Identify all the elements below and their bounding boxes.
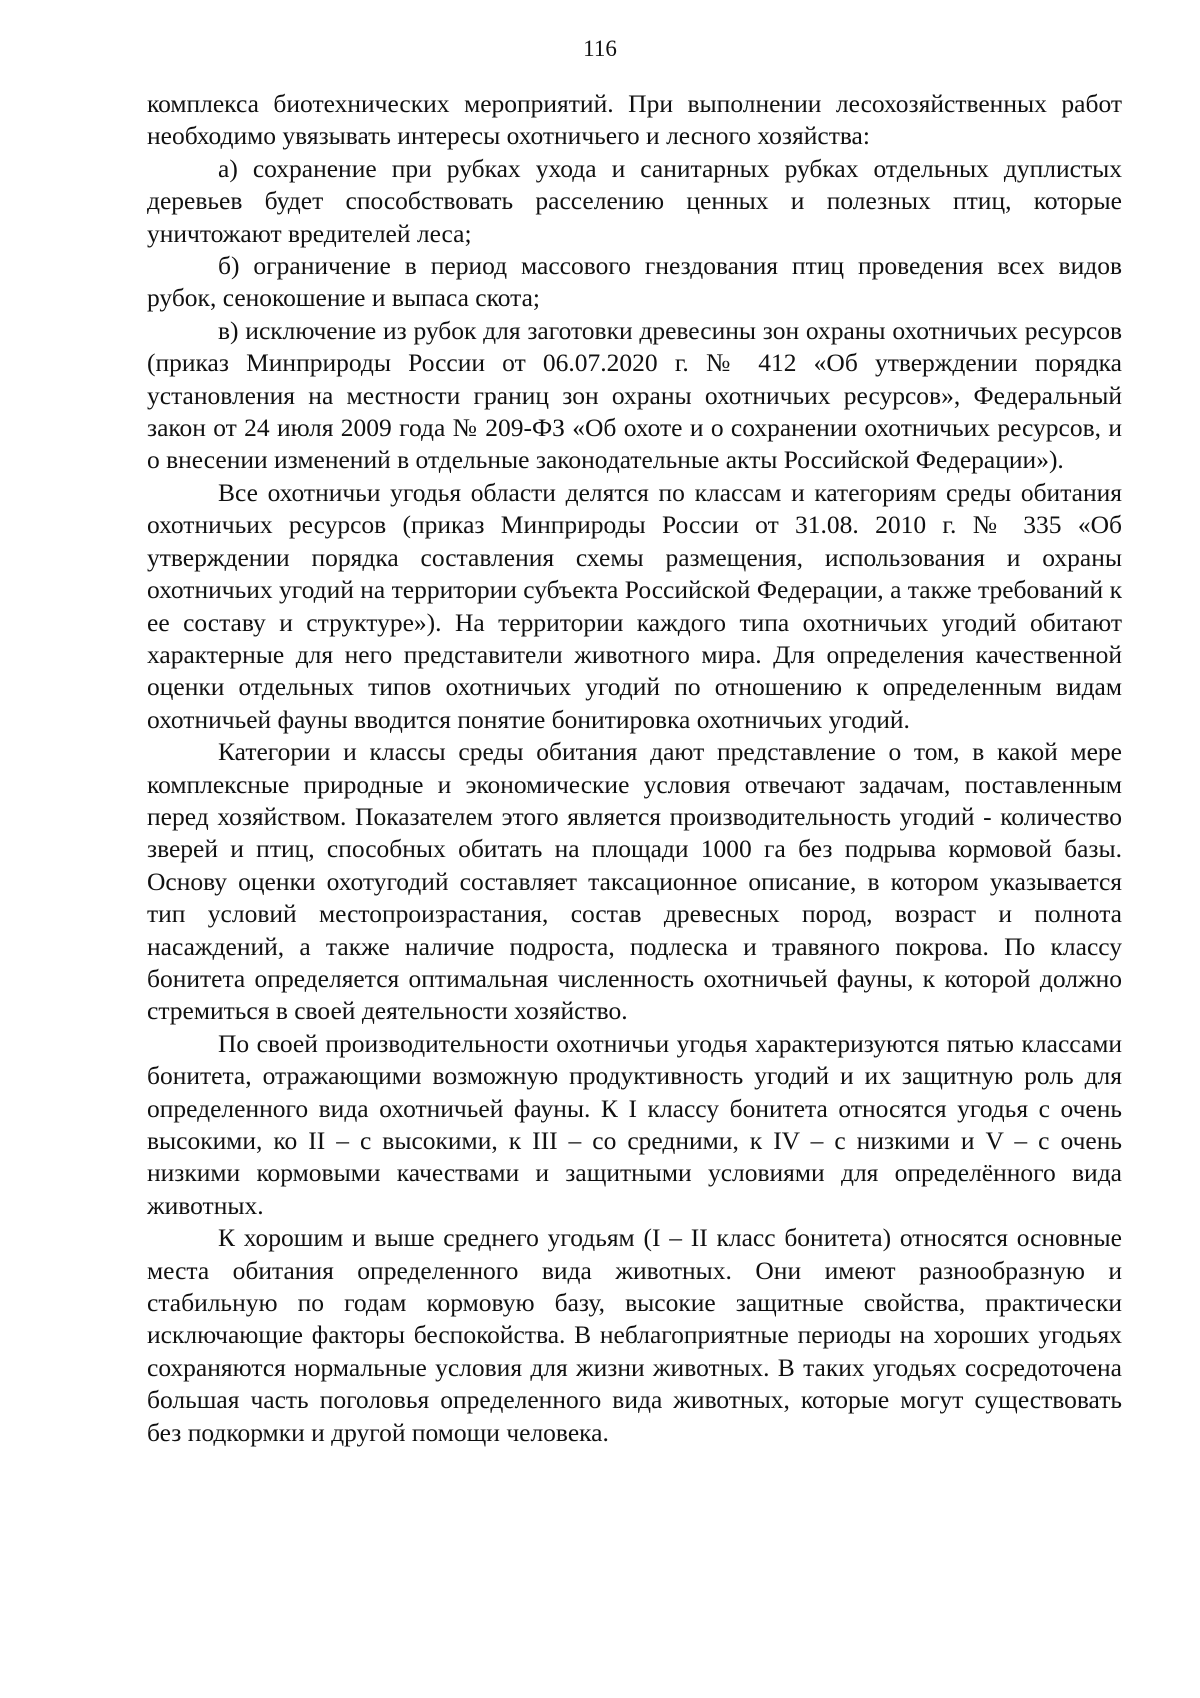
paragraph: комплекса биотехнических мероприятий. При выполнении лесохозяйственных работ необходимо увязывать интересы охотничьего и лесного хозяйства:: [147, 89, 1122, 151]
paragraph: Категории и классы среды обитания дают представление о том, в какой мере комплексные природные и экономические условия отвечают задачам, поставленным перед хозяйством. Показателем этого является производительность угодий - количество зверей и птиц, способных обитать на площади 1000 га без подрыва кормовой базы. Основу оценки охотугодий составляет таксационное описание, в котором указывается тип условий местопроизрастания, состав древесных пород, возраст и полнота насаждений, а также наличие подроста, подлеска и травяного покрова. По классу бонитета определяется оптимальная численность охотничьей фауны, к которой должно стремиться в своей деятельности хозяйство.: [147, 737, 1122, 1026]
paragraph: а) сохранение при рубках ухода и санитарных рубках отдельных дуплистых деревьев будет способствовать расселению ценных и полезных птиц, которые уничтожают вредителей леса;: [147, 153, 1122, 248]
paragraph: в) исключение из рубок для заготовки древесины зон охраны охотничьих ресурсов (приказ Минприроды России от 06.07.2020 г. № 412 «Об утверждении порядка установления на местности границ зон охраны охотничьих ресурсов», Федеральный закон от 24 июля 2009 года № 209-ФЗ «Об охоте и о сохранении охотничьих ресурсов, и о внесении изменений в отдельные законодательные акты Российской Федерации»).: [147, 315, 1122, 475]
paragraph: б) ограничение в период массового гнездования птиц проведения всех видов рубок, сенокошение и выпаса скота;: [147, 251, 1122, 313]
paragraph: По своей производительности охотничьи угодья характеризуются пятью классами бонитета, отражающими возможную продуктивность угодий и их защитную роль для определенного вида охотничьей фауны. К I классу бонитета относятся угодья с очень высокими, ко II – с высокими, к III – со средними, к IV – с низкими и V – с очень низкими кормовыми качествами и защитными условиями для определённого вида животных.: [147, 1028, 1122, 1220]
page-number: 116: [583, 36, 617, 61]
paragraph: Все охотничьи угодья области делятся по классам и категориям среды обитания охотничьих ресурсов (приказ Минприроды России от 31.08. 2010 г. № 335 «Об утверждении порядка составления схемы размещения, использования и охраны охотничьих угодий на территории субъекта Российской Федерации, а также требований к ее составу и структуре»). На территории каждого типа охотничьих угодий обитают характерные для него представители животного мира. Для определения качественной оценки отдельных типов охотничьих угодий по отношению к определенным видам охотничьей фауны вводится понятие бонитировка охотничьих угодий.: [147, 477, 1122, 734]
paragraph: К хорошим и выше среднего угодьям (I – II класс бонитета) относятся основные места обитания определенного вида животных. Они имеют разнообразную и стабильную по годам кормовую базу, высокие защитные свойства, практически исключающие факторы беспокойства. В неблагоприятные периоды на хороших угодьях сохраняются нормальные условия для жизни животных. В таких угодьях сосредоточена большая часть поголовья определенного вида животных, которые могут существовать без подкормки и другой помощи человека.: [147, 1223, 1122, 1447]
document-body: [147, 88, 1122, 1449]
